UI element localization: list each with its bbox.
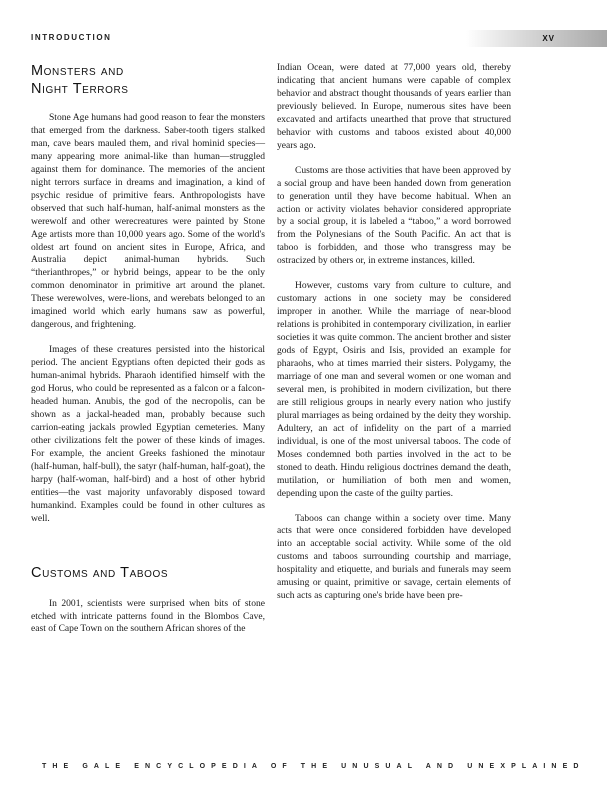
section-heading-monsters-line2: Night Terrors — [31, 81, 129, 97]
section-heading-customs: Customs and Taboos — [31, 564, 169, 581]
paragraph-stone-age: Stone Age humans had good reason to fear the monsters that emerged from the darkness. Saber-tooth tigers stalked man, cave bears mauled them, and rival hominid species—many appearing more animal-like than human—struggled against them for dominance. The memories of the ancient night terrors surface in dreams and imagination, a kind of psychic residue of primitive fears. Anthropologists have observed that such half-human, half-animal monsters as the werewolf and other werecreatures were painted by Stone Age artists more than 10,000 years ago. Some of the world's oldest art found on ancient sites in Europe, Africa, and Australia depict animal-human hybrids. Such “therianthropes,” or hybrid beings, appear to be the only common denominator in primitive art around the planet. These werewolves, were-lions, and werebats belonged to an imagined world which early humans saw as powerful, dangerous, and frightening. — [31, 112, 265, 331]
right-column — [277, 62, 511, 615]
paragraph-customs-definition: Customs are those activities that have been approved by a social group and have been handed down from generation to generation until they have become habitual. When an action or activity violates behavior considered appropriate by a social group, it is labeled a “taboo,” a word borrowed from the Polynesians of the South Pacific. An act that is taboo is forbidden, and those who transgress may be ostracized by others or, in extreme instances, killed. — [277, 164, 511, 267]
paragraph-customs-vary: However, customs vary from culture to culture, and customary actions in one society may be considered improper in another. While the marriage of near-blood relations is prohibited in contemporary civilization, in earlier societies it was quite common. The ancient brother and sister gods of Egypt, Osiris and Isis, provided an example for pharaohs, who at times married their sisters. Polygamy, the marriage of one man and several women or one woman and several men, is prohibited in modern civilization, but there are still religious groups in nearly every nation who justify plural marriages as being ordained by the deity they worship. Adultery, an act of infidelity on the part of a married individual, is one of the most universal taboos. The code of Moses condemned both parties involved in the act to be stoned to death. Hindu religious doctrines demand the death, mutilation, or humiliation of both men and women, depending upon the caste of the guilty parties. — [277, 280, 511, 499]
running-footer: THE GALE ENCYCLOPEDIA OF THE UNUSUAL AND UNEXPLAINED — [42, 763, 585, 770]
paragraph-indian-ocean-cont: Indian Ocean, were dated at 77,000 years old, thereby indicating that ancient humans were capable of complex behavior and abstract thought thousands of years earlier than previously believed. In Europe, numerous sites have been excavated and artifacts unearthed that prove that structured behavior with customs and taboos existed about 40,000 years ago. — [277, 62, 511, 151]
paragraph-taboos-change: Taboos can change within a society over time. Many acts that were once considered forbidden have developed into an acceptable social activity. While some of the old customs and taboos surrounding courtship and marriage, hospitality and etiquette, and burials and funerals may seem amusing or quaint, primitive or savage, certain elements of such acts as capturing one's bride have been pre- — [277, 512, 511, 602]
running-header-title: INTRODUCTION — [31, 33, 112, 42]
left-column — [31, 62, 265, 648]
page-number: XV — [542, 34, 555, 43]
paragraph-blombos-cave: In 2001, scientists were surprised when bits of stone etched with intricate patterns found in the Blombos Cave, east of Cape Town on the southern African shores of the — [31, 597, 265, 635]
section-heading-monsters — [31, 62, 265, 98]
section-heading-monsters-line1: Monsters and — [31, 63, 124, 79]
header-shade-bar — [466, 30, 607, 47]
paragraph-historical-period: Images of these creatures persisted into the historical period. The ancient Egyptians often depicted their gods as human-animal hybrids. Pharaoh identified himself with the god Horus, who could be represented as a falcon or a falcon-headed human. Anubis, the god of the necropolis, can be shown as a jackal-headed man, probably because such carrion-eating jackals prowled Egyptian cemeteries. Many other civilizations felt the power of these kinds of images. For example, the ancient Greeks fashioned the minotaur (half-human, half-bull), the satyr (half-human, half-goat), the harpy (half-woman, half-bird) and a host of other hybrid entities—the vast majority unfavorably disposed toward humankind. Examples could be found in other cultures as well. — [31, 344, 265, 524]
